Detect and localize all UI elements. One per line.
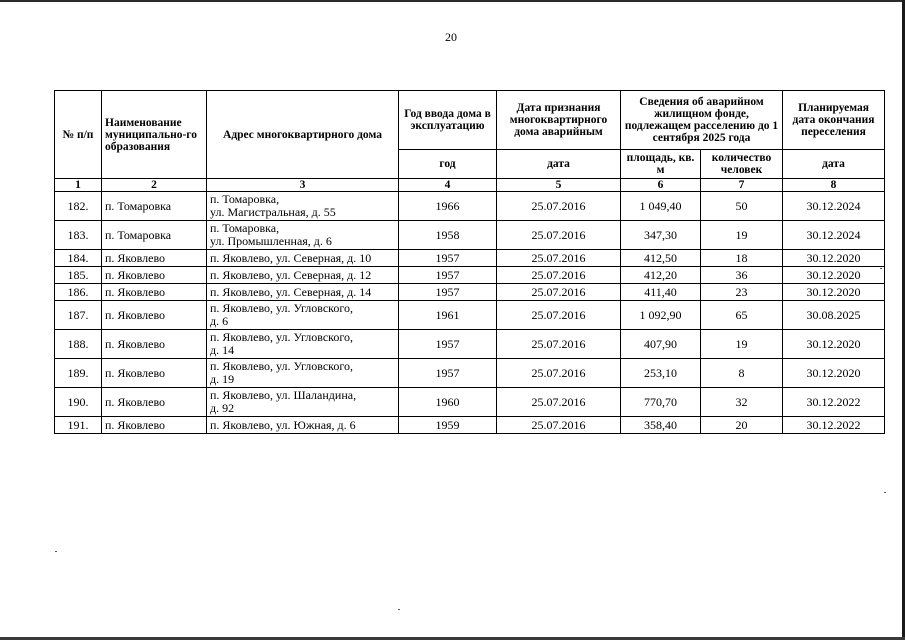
planned-date-cell: 30.12.2024 xyxy=(783,221,885,250)
row-number: 185. xyxy=(55,267,102,284)
scan-speck xyxy=(880,268,882,269)
planned-date-cell: 30.12.2020 xyxy=(783,267,885,284)
area-cell: 412,50 xyxy=(621,250,701,267)
table-row xyxy=(55,388,885,417)
table-row xyxy=(55,330,885,359)
planned-date-cell: 30.12.2020 xyxy=(783,359,885,388)
header-date-recognized: Дата признания многоквартирного дома аварийным xyxy=(497,91,621,150)
row-number: 183. xyxy=(55,221,102,250)
row-number: 190. xyxy=(55,388,102,417)
scan-speck xyxy=(55,551,57,552)
header-address: Адрес многоквартирного дома xyxy=(207,91,399,179)
people-cell: 23 xyxy=(701,284,783,301)
municipality-cell: п. Яковлево xyxy=(102,284,207,301)
row-number: 187. xyxy=(55,301,102,330)
address-line: д. 19 xyxy=(210,372,235,386)
area-cell: 1 092,90 xyxy=(621,301,701,330)
date-recognized-cell: 25.07.2016 xyxy=(497,192,621,221)
address-cell xyxy=(207,330,399,359)
people-cell: 65 xyxy=(701,301,783,330)
date-recognized-cell: 25.07.2016 xyxy=(497,417,621,434)
year-cell: 1960 xyxy=(399,388,497,417)
address-line: п. Яковлево, ул. Южная, д. 6 xyxy=(210,417,356,432)
header-num: № п/п xyxy=(55,91,102,179)
municipality-cell: п. Яковлево xyxy=(102,301,207,330)
column-index: 3 xyxy=(207,179,399,192)
planned-date-cell: 30.12.2020 xyxy=(783,250,885,267)
row-number: 191. xyxy=(55,417,102,434)
subheader-year: год xyxy=(399,150,497,179)
year-cell: 1966 xyxy=(399,192,497,221)
date-recognized-cell: 25.07.2016 xyxy=(497,267,621,284)
table-row xyxy=(55,284,885,301)
address-cell xyxy=(207,250,399,267)
row-number: 184. xyxy=(55,250,102,267)
year-cell: 1957 xyxy=(399,267,497,284)
people-cell: 19 xyxy=(701,221,783,250)
column-index-row xyxy=(55,179,885,192)
table-row xyxy=(55,250,885,267)
planned-date-cell: 30.12.2022 xyxy=(783,388,885,417)
address-line: д. 6 xyxy=(210,314,229,328)
address-line: ул. Магистральная, д. 55 xyxy=(210,205,336,219)
address-line: п. Яковлево, ул. Угловского, xyxy=(210,359,354,373)
area-cell: 770,70 xyxy=(621,388,701,417)
municipality-cell: п. Томаровка xyxy=(102,192,207,221)
table-body xyxy=(55,192,885,434)
address-line: ул. Промышленная, д. 6 xyxy=(210,234,332,248)
table-header xyxy=(55,91,885,192)
table-row xyxy=(55,359,885,388)
address-line: п. Яковлево, ул. Северная, д. 12 xyxy=(210,267,372,282)
area-cell: 253,10 xyxy=(621,359,701,388)
header-year: Год ввода дома в эксплуатацию xyxy=(399,91,497,150)
date-recognized-cell: 25.07.2016 xyxy=(497,388,621,417)
address-line: п. Яковлево, ул. Шаландина, xyxy=(210,388,357,402)
planned-date-cell: 30.12.2022 xyxy=(783,417,885,434)
address-line: д. 92 xyxy=(210,401,235,415)
row-number: 188. xyxy=(55,330,102,359)
row-number: 182. xyxy=(55,192,102,221)
address-cell xyxy=(207,192,399,221)
page-number: 20 xyxy=(445,30,457,44)
year-cell: 1957 xyxy=(399,250,497,267)
municipality-cell: п. Яковлево xyxy=(102,417,207,434)
subheader-date: дата xyxy=(497,150,621,179)
people-cell: 32 xyxy=(701,388,783,417)
scan-speck xyxy=(884,492,886,493)
column-index: 8 xyxy=(783,179,885,192)
housing-table xyxy=(54,90,885,434)
address-line: п. Яковлево, ул. Угловского, xyxy=(210,301,354,315)
subheader-planned-date: дата xyxy=(783,150,885,179)
area-cell: 407,90 xyxy=(621,330,701,359)
table-row xyxy=(55,301,885,330)
address-line: п. Яковлево, ул. Северная, д. 10 xyxy=(210,250,372,265)
municipality-cell: п. Яковлево xyxy=(102,267,207,284)
year-cell: 1959 xyxy=(399,417,497,434)
planned-date-cell: 30.12.2024 xyxy=(783,192,885,221)
address-line: д. 14 xyxy=(210,343,235,357)
column-index: 7 xyxy=(701,179,783,192)
year-cell: 1957 xyxy=(399,284,497,301)
area-cell: 411,40 xyxy=(621,284,701,301)
area-cell: 347,30 xyxy=(621,221,701,250)
address-line: п. Яковлево, ул. Северная, д. 14 xyxy=(210,284,372,299)
date-recognized-cell: 25.07.2016 xyxy=(497,301,621,330)
municipality-cell: п. Томаровка xyxy=(102,221,207,250)
year-cell: 1957 xyxy=(399,330,497,359)
date-recognized-cell: 25.07.2016 xyxy=(497,284,621,301)
area-cell: 1 049,40 xyxy=(621,192,701,221)
address-line: п. Томаровка, xyxy=(210,192,280,206)
planned-date-cell: 30.08.2025 xyxy=(783,301,885,330)
subheader-area: площадь, кв. м xyxy=(621,150,701,179)
municipality-cell: п. Яковлево xyxy=(102,388,207,417)
date-recognized-cell: 25.07.2016 xyxy=(497,250,621,267)
address-line: п. Яковлево, ул. Угловского, xyxy=(210,330,354,344)
people-cell: 18 xyxy=(701,250,783,267)
people-cell: 19 xyxy=(701,330,783,359)
column-index: 5 xyxy=(497,179,621,192)
planned-date-cell: 30.12.2020 xyxy=(783,330,885,359)
address-cell xyxy=(207,388,399,417)
table-row xyxy=(55,267,885,284)
table-row xyxy=(55,221,885,250)
people-cell: 50 xyxy=(701,192,783,221)
address-cell xyxy=(207,417,399,434)
address-cell xyxy=(207,359,399,388)
date-recognized-cell: 25.07.2016 xyxy=(497,359,621,388)
column-index: 2 xyxy=(102,179,207,192)
address-cell xyxy=(207,284,399,301)
row-number: 186. xyxy=(55,284,102,301)
address-line: п. Томаровка, xyxy=(210,221,280,235)
year-cell: 1958 xyxy=(399,221,497,250)
row-number: 189. xyxy=(55,359,102,388)
column-index: 4 xyxy=(399,179,497,192)
people-cell: 8 xyxy=(701,359,783,388)
header-planned: Планируемая дата окончания переселения xyxy=(783,91,885,150)
address-cell xyxy=(207,267,399,284)
area-cell: 412,20 xyxy=(621,267,701,284)
header-municipality: Наименование муниципально-го образования xyxy=(102,91,207,179)
date-recognized-cell: 25.07.2016 xyxy=(497,330,621,359)
year-cell: 1961 xyxy=(399,301,497,330)
scan-speck xyxy=(398,609,400,610)
subheader-people: количество человек xyxy=(701,150,783,179)
scan-edge-top xyxy=(0,0,905,2)
header-info: Сведения об аварийном жилищном фонде, подлежащем расселению до 1 сентября 2025 года xyxy=(621,91,783,150)
people-cell: 36 xyxy=(701,267,783,284)
column-index: 6 xyxy=(621,179,701,192)
municipality-cell: п. Яковлево xyxy=(102,330,207,359)
planned-date-cell: 30.12.2020 xyxy=(783,284,885,301)
table-row xyxy=(55,417,885,434)
date-recognized-cell: 25.07.2016 xyxy=(497,221,621,250)
municipality-cell: п. Яковлево xyxy=(102,359,207,388)
people-cell: 20 xyxy=(701,417,783,434)
column-index: 1 xyxy=(55,179,102,192)
area-cell: 358,40 xyxy=(621,417,701,434)
municipality-cell: п. Яковлево xyxy=(102,250,207,267)
address-cell xyxy=(207,221,399,250)
year-cell: 1957 xyxy=(399,359,497,388)
address-cell xyxy=(207,301,399,330)
table-row xyxy=(55,192,885,221)
